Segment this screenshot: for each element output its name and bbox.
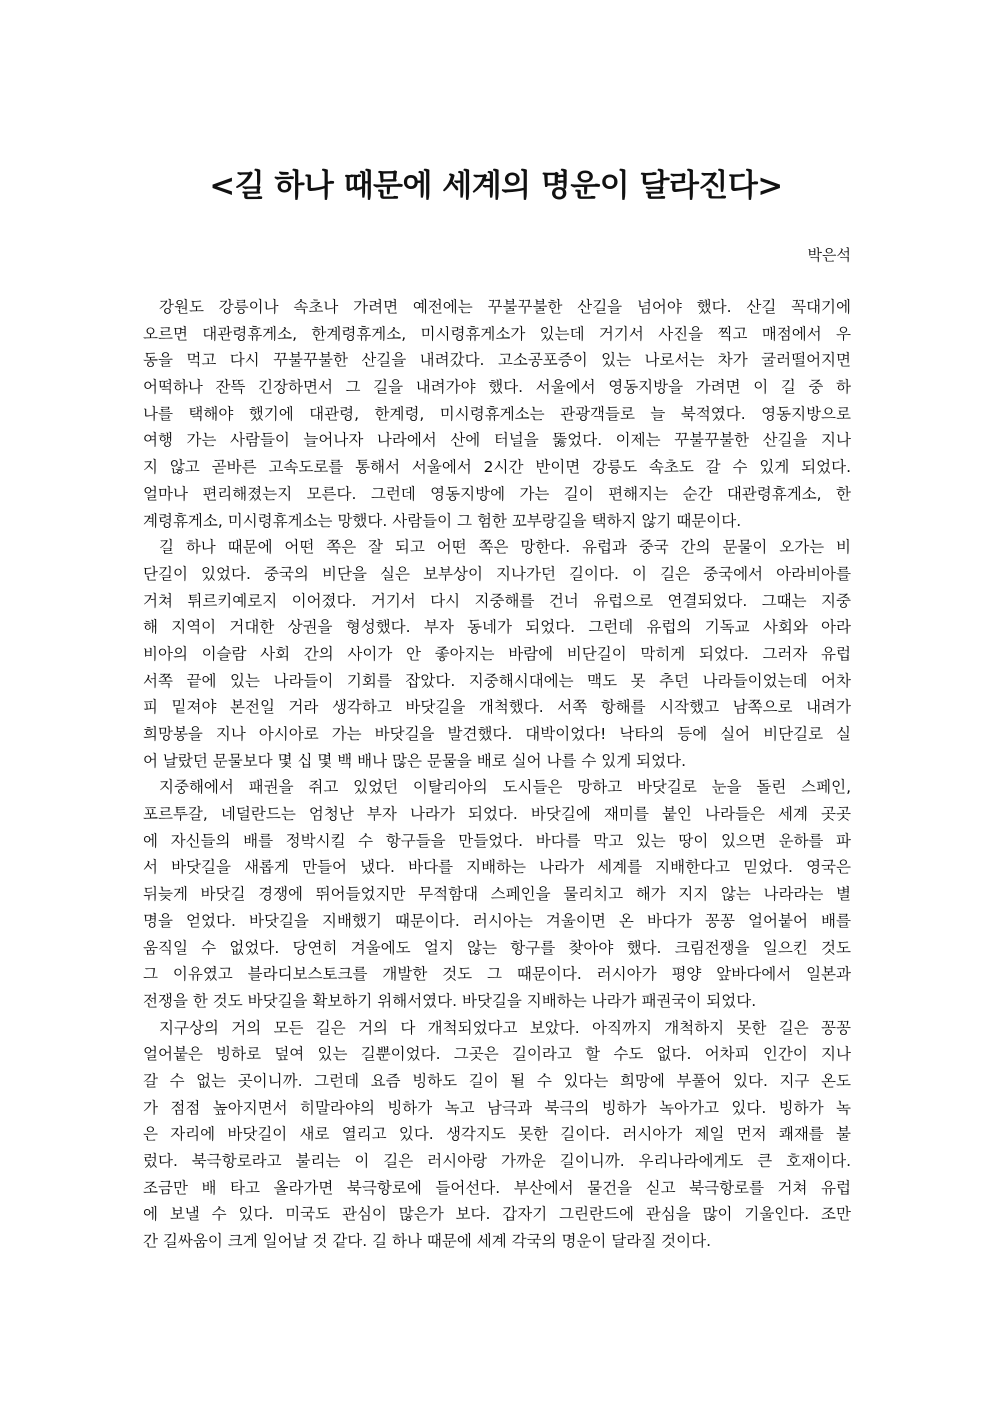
text-line: 얼마나 편리해졌는지 모른다. 그런데 영동지방에 가는 길이 편해지는 순간 대관령휴게소, 한 [143,484,851,503]
text-line: 해 지역이 거대한 상권을 형성했다. 부자 동네가 되었다. 그런데 유럽의 기독교 사회와 아라 [143,618,851,637]
text-line: 어 날랐던 문물보다 몇 십 몇 백 배나 많은 문물을 배로 실어 나를 수 있게 되었다. [143,751,686,770]
text-line: 동을 먹고 다시 꾸불꾸불한 산길을 내려갔다. 고소공포증이 있는 나로서는 차가 굴러떨어지면 [143,351,851,370]
text-line: 어떡하나 잔뜩 긴장하면서 그 길을 내려가야 했다. 서울에서 영동지방을 가려면 이 길 중 하 [143,378,851,397]
text-line: 피 밑져야 본전일 거라 생각하고 바닷길을 개척했다. 서쪽 항해를 시작했고 남쪽으로 내려가 [143,698,851,717]
text-line: 계령휴게소, 미시령휴게소는 망했다. 사람들이 그 험한 꼬부랑길을 택하지 않기 때문이다. [143,511,742,530]
text-line: 서쪽 끝에 있는 나라들이 기회를 잡았다. 지중해시대에는 맥도 못 추던 나라들이었는데 어차 [143,671,851,690]
document-body [143,294,851,1255]
text-line: 단길이 있었다. 중국의 비단을 실은 보부상이 지나가던 길이다. 이 길은 중국에서 아라비아를 [143,564,851,583]
text-line: 서 바닷길을 새롭게 만들어 냈다. 바다를 지배하는 나라가 세계를 지배한다고 믿었다. 영국은 [143,858,851,877]
text-line: 얼어붙은 빙하로 덮여 있는 길뿐이었다. 그곳은 길이라고 할 수도 없다. 어차피 인간이 지나 [143,1045,851,1064]
text-line: 지구상의 거의 모든 길은 거의 다 개척되었다고 보았다. 아직까지 개척하지 못한 길은 꽁꽁 [159,1018,851,1037]
text-line: 거쳐 튀르키예로지 이어졌다. 거기서 다시 지중해를 건너 유럽으로 연결되었다. 그때는 지중 [143,591,851,610]
text-line: 오르면 대관령휴게소, 한계령휴게소, 미시령휴게소가 있는데 거기서 사진을 찍고 매점에서 우 [143,324,851,343]
paragraph [143,774,851,1014]
text-line: 뒤늦게 바닷길 경쟁에 뛰어들었지만 무적함대 스페인을 물리치고 해가 지지 않는 나라라는 별 [143,885,851,904]
text-line: 에 보낼 수 있다. 미국도 관심이 많은가 보다. 갑자기 그린란드에 관심을 많이 기울인다. 조만 [143,1205,851,1224]
text-line: 여행 가는 사람들이 늘어나자 나라에서 산에 터널을 뚫었다. 이제는 꾸불꾸불한 산길을 지나 [143,431,851,450]
text-line: 지 않고 곧바른 고속도로를 통해서 서울에서 2시간 반이면 강릉도 속초도 갈 수 있게 되었다. [143,458,851,477]
text-line: 렀다. 북극항로라고 불리는 이 길은 러시아랑 가까운 길이니까. 우리나라에게도 큰 호재이다. [143,1152,851,1170]
text-line: 은 자리에 바닷길이 새로 열리고 있다. 생각지도 못한 길이다. 러시아가 제일 먼저 쾌재를 불 [143,1125,851,1144]
text-line: 포르투갈, 네덜란드는 엄청난 부자 나라가 되었다. 바닷길에 재미를 붙인 나라들은 세계 곳곳 [143,805,851,824]
text-line: 나를 택해야 했기에 대관령, 한계령, 미시령휴게소는 관광객들로 늘 북적였다. 영동지방으로 [143,404,851,423]
text-line: 희망봉을 지나 아시아로 가는 바닷길을 발견했다. 대박이었다! 낙타의 등에 실어 비단길로 실 [143,725,851,743]
text-line: 명을 얻었다. 바닷길을 지배했기 때문이다. 러시아는 겨울이면 온 바다가 꽁꽁 얼어붙어 배를 [143,911,851,930]
text-line: 지중해에서 패권을 쥐고 있었던 이탈리아의 도시들은 망하고 바닷길로 눈을 돌린 스페인, [159,778,851,797]
text-line: 비아의 이슬람 사회 간의 사이가 안 좋아지는 바람에 비단길이 막히게 되었다. 그러자 유럽 [143,644,851,663]
text-line: 갈 수 없는 곳이니까. 그런데 요즘 빙하도 길이 될 수 있다는 희망에 부풀어 있다. 지구 온도 [143,1071,851,1090]
text-line: 간 길싸움이 크게 일어날 것 같다. 길 하나 때문에 세계 각국의 명운이 달라질 것이다. [143,1232,712,1251]
text-line: 강원도 강릉이나 속초나 가려면 예전에는 꾸불꾸불한 산길을 넘어야 했다. 산길 꼭대기에 [159,298,851,316]
text-line: 길 하나 때문에 어떤 쪽은 잘 되고 어떤 쪽은 망한다. 유럽과 중국 간의 문물이 오가는 비 [159,538,851,557]
text-line: 가 점점 높아지면서 히말라야의 빙하가 녹고 남극과 북극의 빙하가 녹아가고 있다. 빙하가 녹 [143,1098,851,1117]
text-line: 움직일 수 없었다. 당연히 겨울에도 얼지 않는 항구를 찾아야 했다. 크림전쟁을 일으킨 것도 [143,938,851,957]
author-name: 박은석 [807,246,851,264]
paragraph [143,1015,851,1255]
text-line: 조금만 배 타고 올라가면 북극항로에 들어선다. 부산에서 물건을 싣고 북극항로를 거쳐 유럽 [143,1178,851,1197]
text-line: 전쟁을 한 것도 바닷길을 확보하기 위해서였다. 바닷길을 지배하는 나라가 패권국이 되었다. [143,991,757,1010]
paragraph [143,294,851,534]
paragraph [143,534,851,774]
document-title: <길 하나 때문에 세계의 명운이 달라진다> [209,168,783,204]
text-line: 그 이유였고 블라디보스토크를 개발한 것도 그 때문이다. 러시아가 평양 앞바다에서 일본과 [143,965,851,984]
text-line: 에 자신들의 배를 정박시킬 수 항구들을 만들었다. 바다를 막고 있는 땅이 있으면 운하를 파 [143,831,851,850]
